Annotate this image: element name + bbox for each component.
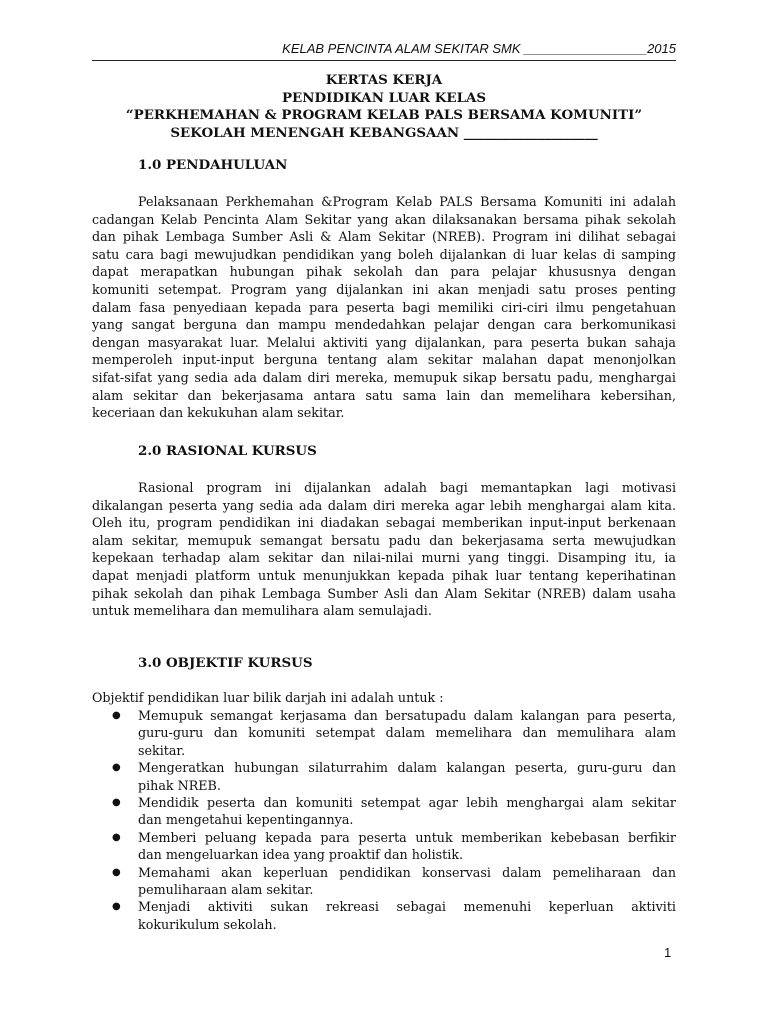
section-2-paragraph bbox=[92, 479, 676, 620]
list-item bbox=[92, 759, 676, 794]
objectives-intro: Objektif pendidikan luar bilik darjah ini adalah untuk : bbox=[92, 690, 444, 705]
title-line-2: PENDIDIKAN LUAR KELAS bbox=[281, 89, 487, 106]
paragraph-line: dikalangan peserta yang sedia ada dalam diri mereka agar lebih menghargai alam kita. bbox=[92, 497, 676, 513]
list-item bbox=[92, 864, 676, 899]
list-item-line: Mengeratkan hubungan silaturrahim dalam kalangan peserta, guru-guru dan bbox=[138, 760, 676, 776]
list-item-line: guru-guru dan komuniti setempat dalam memelihara dan memulihara alam bbox=[138, 725, 676, 741]
objectives-list bbox=[92, 707, 676, 933]
section-3-heading: 3.0 OBJEKTIF KURSUS bbox=[138, 655, 313, 671]
list-item bbox=[92, 829, 676, 864]
title-line-4: SEKOLAH MENENGAH KEBANGSAAN ____________________ bbox=[170, 124, 598, 141]
list-item-line: pihak NREB. bbox=[138, 777, 221, 793]
list-item-line: Memupuk semangat kerjasama dan bersatupadu dalam kalangan para peserta, bbox=[138, 708, 676, 723]
title-line-3: “PERKHEMAHAN & PROGRAM KELAB PALS BERSAMA KOMUNITI” bbox=[125, 107, 643, 123]
page-number: 1 bbox=[664, 945, 672, 960]
bullet-icon: ● bbox=[112, 831, 121, 843]
paragraph-line: dalam fasa penyediaan kepada para peserta bagi memiliki ciri-ciri ilmu pengetahuan bbox=[92, 299, 676, 315]
section-2-heading: 2.0 RASIONAL KURSUS bbox=[138, 443, 317, 459]
paragraph-line: alam sekitar dan bekerjasama antara satu sama lain dan memelihara kebersihan, bbox=[92, 387, 676, 403]
section-1-heading: 1.0 PENDAHULUAN bbox=[138, 157, 288, 173]
list-item-line: kokurikulum sekolah. bbox=[138, 916, 277, 932]
list-item-line: dan mengeluarkan idea yang proaktif dan holistik. bbox=[138, 847, 464, 863]
paragraph-line: satu cara bagi mewujudkan pendidikan yang boleh dijalankan di luar kelas di samping bbox=[92, 246, 676, 262]
paragraph-line: cadangan Kelab Pencinta Alam Sekitar yang akan dilaksanakan bersama pihak sekolah bbox=[92, 211, 676, 227]
bullet-icon: ● bbox=[112, 797, 121, 809]
list-item-line: Menjadi aktiviti sukan rekreasi sebagai memenuhi keperluan aktiviti bbox=[138, 899, 676, 915]
page-header bbox=[92, 40, 676, 61]
paragraph-line: alam sekitar, memupuk semangat bersatu padu dan bekerjasama serta mewujudkan bbox=[92, 532, 676, 548]
list-item-line: sekitar. bbox=[138, 742, 186, 758]
paragraph-line: pihak sekolah dan pihak Lembaga Sumber Asli dan Alam Sekitar (NREB) dalam usaha bbox=[92, 585, 676, 601]
bullet-icon: ● bbox=[112, 866, 121, 878]
paragraph-line: dapat menjadi platform untuk menunjukkan kepada pihak luar tentang keperihatinan bbox=[92, 567, 676, 583]
paragraph-line: komuniti setempat. Program yang dijalankan ini akan menjadi satu proses penting bbox=[92, 281, 676, 297]
paragraph-line: memperoleh input-input berguna tentang alam sekitar malahan dapat menonjolkan bbox=[92, 352, 676, 368]
paragraph-line: Rasional program ini dijalankan adalah bagi memantapkan lagi motivasi bbox=[138, 480, 676, 495]
paragraph-line: dapat merapatkan hubungan pihak sekolah dan para pelajar khususnya dengan bbox=[92, 264, 676, 280]
paragraph-line: dengan masyarakat luar. Melalui aktiviti yang dijalankan, para peserta bukan sahaja bbox=[92, 334, 676, 350]
paragraph-line: keceriaan dan kekukuhan alam sekitar. bbox=[92, 405, 345, 421]
list-item-line: Memahami akan keperluan pendidikan konservasi dalam pemeliharaan dan bbox=[138, 864, 676, 880]
list-item bbox=[92, 707, 676, 759]
list-item bbox=[92, 794, 676, 829]
bullet-icon: ● bbox=[112, 901, 121, 913]
list-item-line: dan mengetahui kepentingannya. bbox=[138, 812, 354, 828]
paragraph-line: kepekaan terhadap alam sekitar dan nilai-nilai murni yang tinggi. Disamping itu, ia bbox=[92, 550, 676, 566]
paragraph-line: Pelaksanaan Perkhemahan &Program Kelab PALS Bersama Komuniti ini adalah bbox=[138, 194, 676, 209]
paragraph-line: untuk memelihara dan memulihara alam semulajadi. bbox=[92, 603, 432, 619]
list-item-line: pemuliharaan alam sekitar. bbox=[138, 882, 314, 898]
bullet-icon: ● bbox=[112, 710, 121, 721]
paragraph-line: dan pihak Lembaga Sumber Asli & Alam Sekitar (NREB). Program ini dilihat sebagai bbox=[92, 229, 676, 245]
paragraph-line: yang sangat berguna dan mampu mendedahkan pelajar dengan cara berkomunikasi bbox=[92, 317, 676, 333]
list-item bbox=[92, 898, 676, 933]
paragraph-line: Oleh itu, program pendidikan ini diadakan sebagai memberikan input-input berkenaan bbox=[92, 515, 676, 531]
document-title-block bbox=[92, 72, 676, 142]
title-line-1: KERTAS KERJA bbox=[325, 72, 443, 88]
bullet-icon: ● bbox=[112, 762, 121, 774]
list-item-line: Memberi peluang kepada para peserta untuk memberikan kebebasan berfikir bbox=[138, 829, 676, 845]
section-1-paragraph bbox=[92, 193, 676, 422]
list-item-line: Mendidik peserta dan komuniti setempat agar lebih menghargai alam sekitar bbox=[138, 795, 676, 811]
header-text: KELAB PENCINTA ALAM SEKITAR SMK _________________2015 bbox=[282, 41, 676, 56]
paragraph-line: sifat-sifat yang sedia ada dalam diri mereka, memupuk sikap bersatu padu, menghargai bbox=[92, 369, 676, 385]
